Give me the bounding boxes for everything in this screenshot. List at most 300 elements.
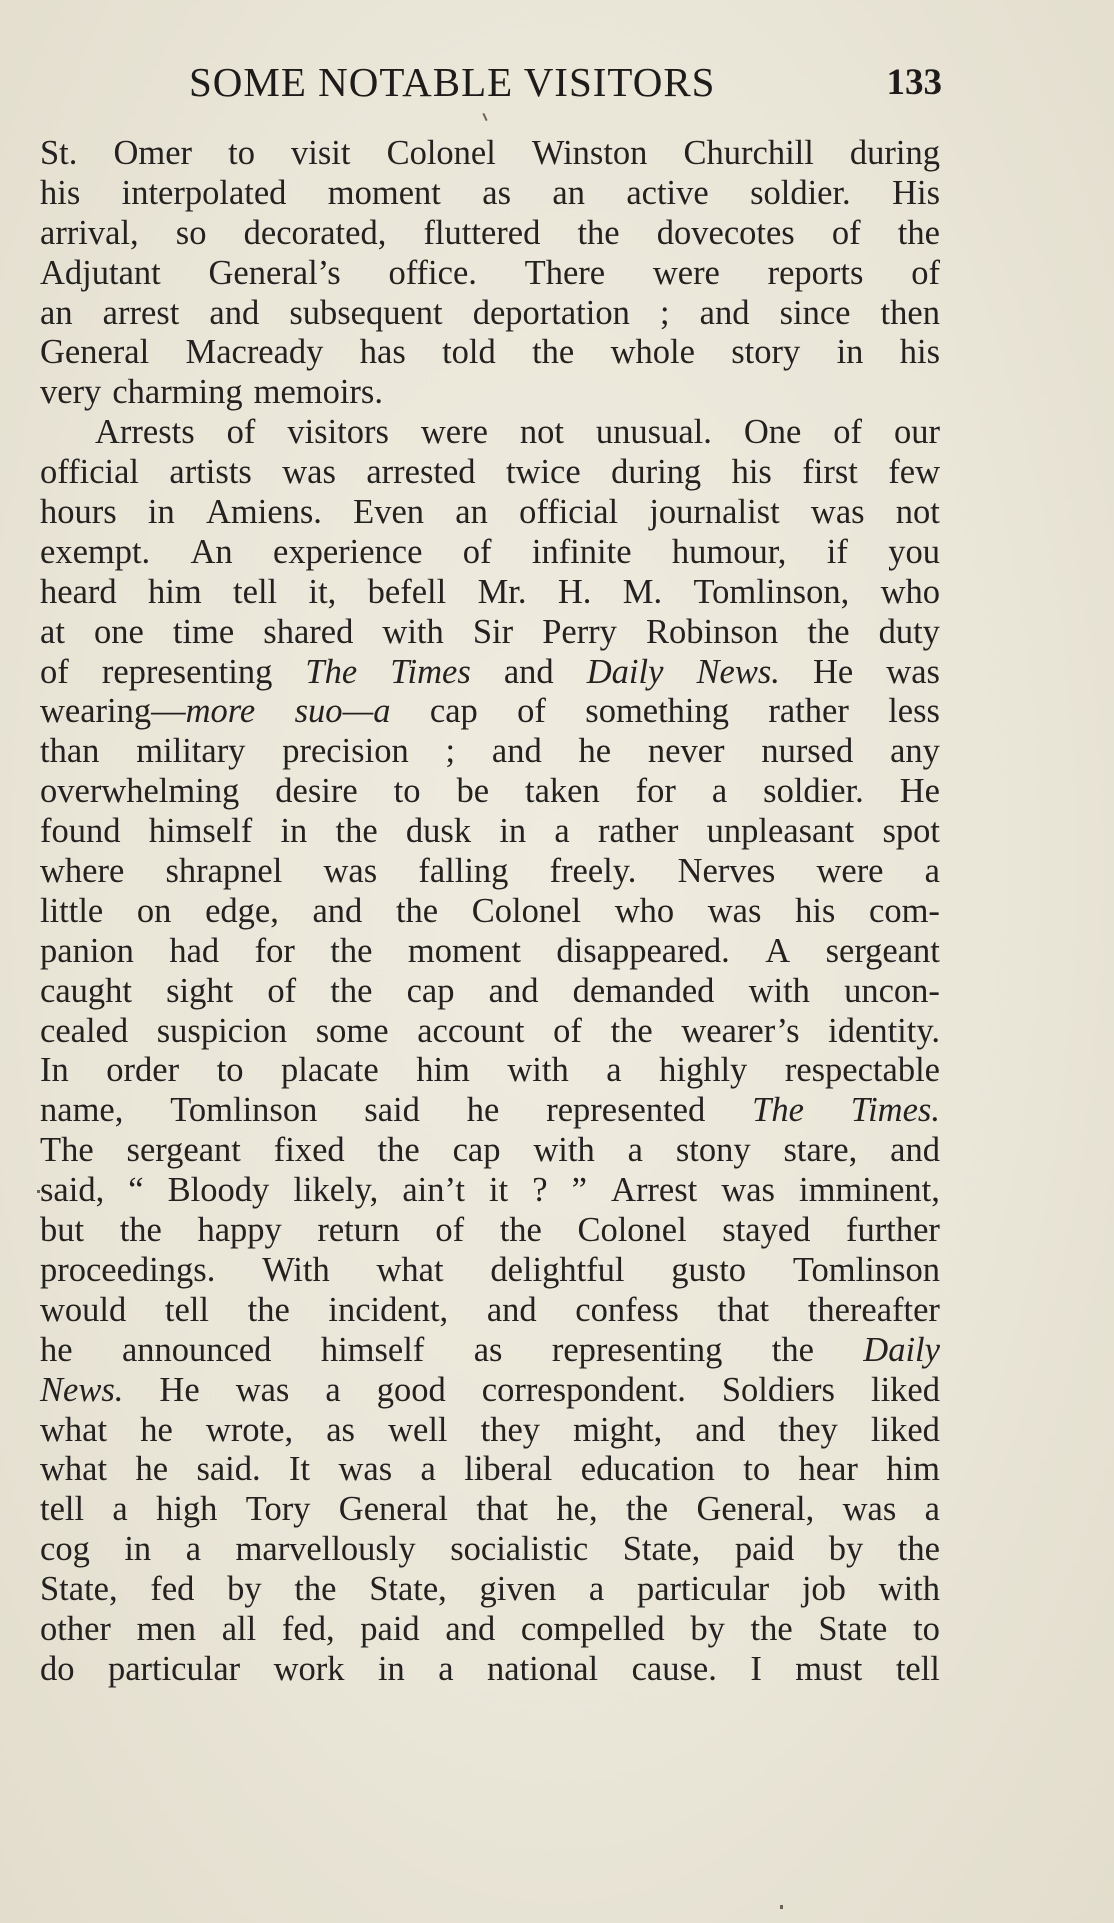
word: respectable xyxy=(784,1051,940,1090)
word: very xyxy=(40,373,102,412)
word: duty xyxy=(878,612,940,651)
word: heard xyxy=(40,572,117,611)
word: of xyxy=(517,692,546,731)
word: State, xyxy=(622,1530,701,1569)
word: few xyxy=(888,453,940,492)
text-line xyxy=(40,1411,940,1451)
text-line xyxy=(40,1291,940,1331)
word: first xyxy=(802,453,858,492)
word: of xyxy=(833,413,862,452)
word: of xyxy=(267,971,297,1010)
word: wearer’s xyxy=(681,1011,800,1050)
word: what xyxy=(40,1450,108,1489)
text-line xyxy=(40,373,940,413)
word: was xyxy=(707,891,762,930)
text-line xyxy=(40,812,940,852)
word: in xyxy=(280,812,308,851)
word: ” xyxy=(571,1171,587,1210)
word: his xyxy=(795,891,836,930)
word: of xyxy=(40,652,69,691)
word: An xyxy=(190,532,233,571)
word: precision xyxy=(282,732,409,771)
word: demanded xyxy=(572,971,715,1010)
word: identity. xyxy=(828,1011,940,1050)
word: cap xyxy=(406,971,455,1010)
text-line xyxy=(40,892,940,932)
word: The xyxy=(40,1131,94,1170)
word: the xyxy=(499,1211,542,1250)
word: liked xyxy=(870,1410,940,1449)
word: wearing—more xyxy=(40,692,256,731)
word: General xyxy=(338,1490,448,1529)
word: the xyxy=(532,333,575,372)
word: but xyxy=(40,1211,85,1250)
word: happy xyxy=(197,1211,282,1250)
text-line xyxy=(40,613,940,653)
word: News. xyxy=(696,652,780,691)
word: was xyxy=(810,493,865,532)
word: our xyxy=(893,413,940,452)
word: he xyxy=(40,1330,73,1369)
word: wrote, xyxy=(205,1410,294,1449)
word: rather xyxy=(597,812,679,851)
word: had xyxy=(169,931,220,970)
word: and xyxy=(491,732,542,771)
word: you xyxy=(888,532,940,571)
word: himself xyxy=(148,812,253,851)
word: unusual. xyxy=(595,413,712,452)
word: Sir xyxy=(472,612,514,651)
word: of xyxy=(462,532,492,571)
word: active xyxy=(626,173,709,212)
word: “ xyxy=(128,1171,144,1210)
word: State, xyxy=(40,1570,118,1609)
word: told xyxy=(442,333,496,372)
word: to xyxy=(913,1609,940,1648)
word: Arrests xyxy=(95,413,195,452)
word: falling xyxy=(418,852,509,891)
word: visit xyxy=(291,134,351,172)
word: it, xyxy=(308,572,337,611)
word: for xyxy=(254,931,295,970)
text-line xyxy=(40,453,940,493)
word: memoirs. xyxy=(253,373,383,412)
word: his xyxy=(731,453,772,492)
word: State xyxy=(818,1609,888,1648)
word: Colonel xyxy=(577,1211,687,1250)
word: where xyxy=(40,852,125,891)
word: good xyxy=(376,1370,446,1409)
word: subsequent xyxy=(289,293,443,332)
word: particular xyxy=(636,1570,770,1609)
text-line xyxy=(40,972,940,1012)
word: a xyxy=(325,1370,341,1409)
word: in xyxy=(377,1649,405,1688)
word: high xyxy=(156,1490,218,1529)
word: if xyxy=(826,532,848,571)
word: the xyxy=(807,612,850,651)
word: delightful xyxy=(490,1250,625,1289)
word: It xyxy=(289,1450,311,1489)
word: fed xyxy=(150,1570,195,1609)
word: imminent, xyxy=(799,1171,940,1210)
word: story xyxy=(731,333,801,372)
word: unpleasant xyxy=(706,812,855,851)
word: I xyxy=(750,1649,762,1688)
word: arrest xyxy=(102,293,180,332)
word: than xyxy=(40,732,100,771)
word: Times. xyxy=(850,1091,940,1130)
word: represented xyxy=(546,1091,706,1130)
word: in xyxy=(836,333,864,372)
word: and xyxy=(445,1609,496,1648)
word: soldier. xyxy=(750,173,851,212)
word: arrival, xyxy=(40,213,139,252)
word: some xyxy=(315,1011,389,1050)
word: return xyxy=(317,1211,400,1250)
word: him xyxy=(416,1051,470,1090)
word: him xyxy=(148,572,202,611)
word: with xyxy=(533,1131,595,1170)
word: M. xyxy=(622,572,663,611)
word: at xyxy=(40,612,65,651)
word: liked xyxy=(870,1370,940,1409)
word: desire xyxy=(275,772,358,811)
word: humour, xyxy=(671,532,787,571)
word: journalist xyxy=(649,493,780,532)
word: during xyxy=(849,134,940,172)
word: was xyxy=(886,652,940,691)
word: him xyxy=(886,1450,940,1489)
word: the xyxy=(577,213,620,252)
word: ; xyxy=(445,732,456,771)
word: they xyxy=(778,1410,838,1449)
word: paid xyxy=(734,1530,795,1569)
word: dusk xyxy=(405,812,472,851)
word: edge, xyxy=(205,891,279,930)
word: rather xyxy=(768,692,849,731)
page-number: 133 xyxy=(886,62,942,103)
word: as xyxy=(473,1330,503,1369)
word: military xyxy=(136,732,246,771)
word: cog xyxy=(40,1530,90,1569)
word: Bloody xyxy=(167,1171,270,1210)
word: The xyxy=(752,1091,804,1130)
word: confess xyxy=(575,1290,679,1329)
word: who xyxy=(614,891,675,930)
word: the xyxy=(610,1011,653,1050)
word: he, xyxy=(556,1490,598,1529)
word: suspicion xyxy=(156,1011,288,1050)
text-line xyxy=(40,1331,940,1371)
word: tell xyxy=(164,1290,209,1329)
word: since xyxy=(779,293,851,332)
word: moment xyxy=(407,931,521,970)
text-line xyxy=(40,1091,940,1131)
word: caught xyxy=(40,971,132,1010)
word: and xyxy=(488,971,539,1010)
word: and xyxy=(695,1410,746,1449)
word: thereafter xyxy=(807,1290,940,1329)
word: One xyxy=(743,413,802,452)
word: compelled xyxy=(520,1609,665,1648)
text-line xyxy=(40,732,940,772)
word: nursed xyxy=(761,732,854,771)
text-line xyxy=(40,1051,940,1091)
word: cause. xyxy=(631,1649,717,1688)
word: well xyxy=(388,1410,448,1449)
word: Nerves xyxy=(677,852,776,891)
word: disappeared. xyxy=(556,931,730,970)
word: an xyxy=(455,493,488,532)
word: he xyxy=(135,1450,169,1489)
word: taken xyxy=(524,772,600,811)
word: likely, xyxy=(293,1171,379,1210)
word: by xyxy=(690,1609,725,1648)
word: panion xyxy=(40,931,134,970)
word: office. xyxy=(388,253,477,292)
word: to xyxy=(743,1450,771,1489)
word: soldier. xyxy=(763,772,864,811)
word: the xyxy=(750,1609,793,1648)
word: General xyxy=(40,333,150,372)
word: Tomlinson, xyxy=(693,572,850,611)
word: was xyxy=(338,1450,393,1489)
word: and xyxy=(486,1290,537,1329)
text-line xyxy=(40,294,940,334)
word: were xyxy=(420,413,488,452)
word: what xyxy=(376,1250,444,1289)
word: interpolated xyxy=(121,173,287,212)
word: sergeant xyxy=(126,1131,241,1170)
word: were xyxy=(652,253,720,292)
print-speck xyxy=(482,113,487,121)
word: Tory xyxy=(245,1490,311,1529)
word: might, xyxy=(573,1410,663,1449)
word: cealed xyxy=(40,1011,129,1050)
word: suo—a xyxy=(294,692,391,731)
word: as xyxy=(482,173,511,212)
word: has xyxy=(359,333,406,372)
word: Times xyxy=(390,652,471,691)
word: Colonel xyxy=(386,134,496,172)
word: shared xyxy=(263,612,354,651)
word: stare, xyxy=(783,1131,858,1170)
text-line xyxy=(40,333,940,373)
word: placate xyxy=(280,1051,379,1090)
word: a xyxy=(420,1450,436,1489)
word: Robinson xyxy=(646,612,779,651)
text-line xyxy=(40,1211,940,1251)
word: decorated, xyxy=(243,213,387,252)
word: was xyxy=(235,1370,290,1409)
text-line xyxy=(40,932,940,972)
word: during xyxy=(611,453,702,492)
text-line xyxy=(40,1610,940,1650)
word: There xyxy=(524,253,606,292)
word: less xyxy=(888,692,940,731)
word: the xyxy=(771,1330,814,1369)
word: tell xyxy=(895,1649,940,1688)
word: was xyxy=(282,453,336,492)
word: ? xyxy=(532,1171,548,1210)
word: by xyxy=(227,1570,262,1609)
text-line xyxy=(40,214,940,254)
word: his xyxy=(899,333,940,372)
running-head xyxy=(40,58,940,108)
word: the xyxy=(377,1131,420,1170)
word: job xyxy=(801,1570,846,1609)
word: Colonel xyxy=(471,891,582,930)
text-line xyxy=(40,533,940,573)
word: a xyxy=(438,1649,454,1688)
word: of xyxy=(911,253,940,292)
word: H. xyxy=(557,572,592,611)
word: they xyxy=(480,1410,541,1449)
word: News. xyxy=(40,1370,124,1409)
word: a xyxy=(924,852,940,891)
word: one xyxy=(93,612,144,651)
word: work xyxy=(273,1649,345,1688)
word: With xyxy=(262,1250,330,1289)
text-line xyxy=(40,1650,940,1690)
word: said xyxy=(364,1091,420,1130)
word: Daily xyxy=(586,652,664,691)
word: of xyxy=(435,1211,465,1250)
word: State, xyxy=(369,1570,447,1609)
word: must xyxy=(795,1649,863,1688)
text-line xyxy=(40,1012,940,1052)
running-title: SOME NOTABLE VISITORS xyxy=(189,59,716,105)
word: socialistic xyxy=(450,1530,589,1569)
word: Arrest xyxy=(611,1171,698,1210)
word: the xyxy=(897,1530,940,1569)
word: in xyxy=(147,493,175,532)
word: deportation xyxy=(472,293,630,332)
word: what xyxy=(40,1410,108,1449)
text-line xyxy=(40,254,940,294)
word: overwhelming xyxy=(40,772,240,811)
word: of xyxy=(226,413,256,452)
word: The xyxy=(305,652,358,691)
word: hours xyxy=(40,493,117,532)
word: representing xyxy=(101,652,273,691)
text-line xyxy=(40,1490,940,1530)
word: with xyxy=(878,1570,940,1609)
word: fixed xyxy=(273,1131,345,1170)
word: an xyxy=(552,173,585,212)
word: that xyxy=(476,1490,529,1529)
word: name, xyxy=(40,1091,124,1130)
word: shrapnel xyxy=(165,852,283,891)
word: a xyxy=(627,1131,643,1170)
word: visitors xyxy=(287,413,389,452)
word: twice xyxy=(505,453,581,492)
text-line xyxy=(40,692,940,732)
word: befell xyxy=(367,572,447,611)
word: time xyxy=(172,612,235,651)
word: arrested xyxy=(366,453,476,492)
word: all xyxy=(221,1609,257,1648)
text-line xyxy=(40,1450,940,1490)
word: representing xyxy=(551,1330,723,1369)
word: the xyxy=(897,213,940,252)
word: gusto xyxy=(671,1250,747,1289)
word: education xyxy=(580,1450,715,1489)
word: national xyxy=(487,1649,599,1688)
word: infinite xyxy=(531,532,632,571)
word: who xyxy=(880,572,940,611)
word: official xyxy=(519,493,619,532)
text-line xyxy=(40,413,940,453)
word: proceedings. xyxy=(40,1250,216,1289)
word: exempt. xyxy=(40,532,151,571)
word: any xyxy=(890,732,940,771)
body-text xyxy=(40,134,940,1690)
word: announced xyxy=(121,1330,272,1369)
word: uncon- xyxy=(844,971,940,1010)
print-speck xyxy=(780,1905,783,1909)
word: sergeant xyxy=(825,931,940,970)
word: He xyxy=(899,772,940,811)
word: and xyxy=(890,1131,940,1170)
word: General, xyxy=(696,1490,815,1529)
word: the xyxy=(294,1570,337,1609)
word: His xyxy=(892,173,940,212)
word: to xyxy=(228,134,255,172)
word: St. xyxy=(40,134,78,172)
word: he xyxy=(466,1091,500,1130)
text-line xyxy=(40,174,940,214)
word: an xyxy=(40,293,73,332)
word: In xyxy=(40,1051,69,1090)
word: himself xyxy=(320,1330,425,1369)
word: and xyxy=(699,293,750,332)
word: Daily xyxy=(863,1330,940,1369)
word: would xyxy=(40,1290,127,1329)
word: by xyxy=(828,1530,864,1569)
word: charming xyxy=(112,373,243,412)
word: with xyxy=(507,1051,569,1090)
word: a xyxy=(588,1570,605,1609)
word: do xyxy=(40,1649,75,1688)
word: correspondent. xyxy=(481,1370,686,1409)
word: Soldiers xyxy=(721,1370,835,1409)
word: in xyxy=(499,812,527,851)
word: the xyxy=(330,931,373,970)
paragraph xyxy=(40,413,940,1690)
word: experience xyxy=(273,532,423,571)
word: paid xyxy=(360,1609,420,1648)
text-line xyxy=(40,852,940,892)
word: Macready xyxy=(185,333,324,372)
word: ain’t xyxy=(402,1171,465,1210)
word: in xyxy=(124,1530,152,1569)
word: He xyxy=(812,652,854,691)
word: found xyxy=(40,812,121,851)
word: was xyxy=(842,1490,897,1529)
word: the xyxy=(395,891,439,930)
word: particular xyxy=(107,1649,241,1688)
word: he xyxy=(140,1410,173,1449)
word: Winston xyxy=(531,134,648,172)
word: a xyxy=(112,1490,128,1529)
word: and xyxy=(503,652,554,691)
text-line xyxy=(40,1131,940,1171)
word: the xyxy=(247,1290,290,1329)
word: further xyxy=(846,1211,940,1250)
word: not xyxy=(519,413,564,452)
